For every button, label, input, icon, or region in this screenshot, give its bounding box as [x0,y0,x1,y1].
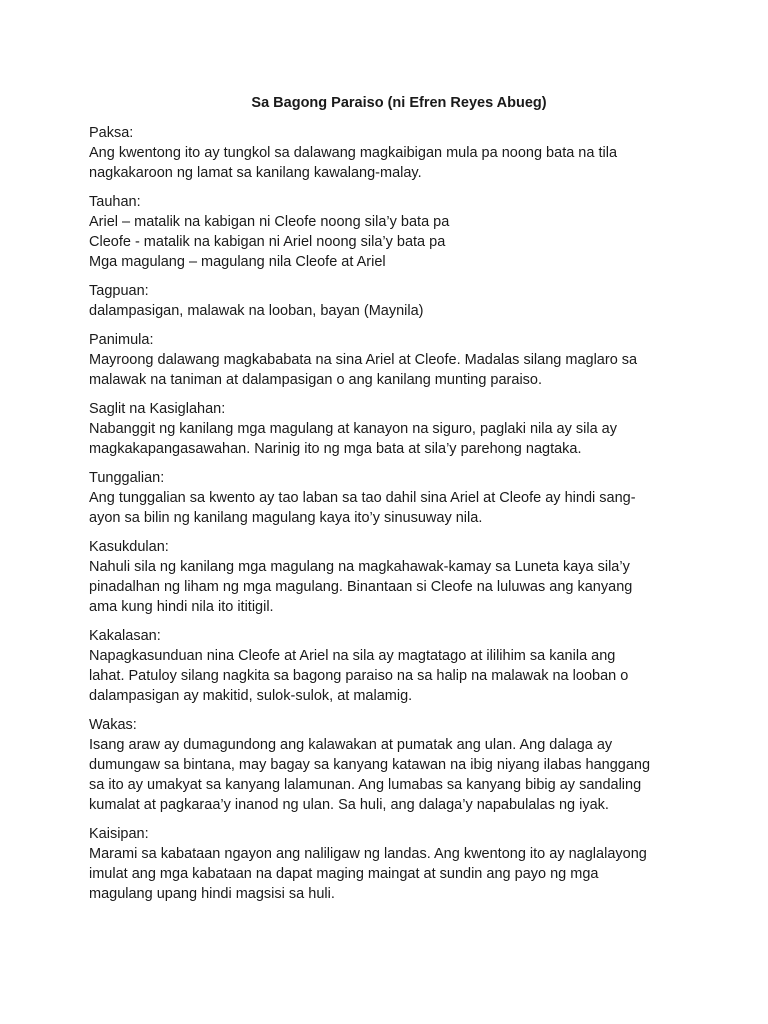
section-heading: Tunggalian: [89,470,165,486]
body-line: Mga magulang – magulang nila Cleofe at Ariel [89,254,386,270]
section-body [89,419,689,459]
section-heading: Wakas: [89,717,137,733]
section-body [89,557,689,617]
section-heading: Saglit na Kasiglahan: [89,401,226,417]
section-body [89,488,689,528]
body-line: Ang tunggalian sa kwento ay tao laban sa tao dahil sina Ariel at Cleofe ay hindi sang- [89,490,636,506]
body-line: sa ito ay umakyat sa kanyang lalamunan. Ang lumabas sa kanyang bibig ay sandaling [89,777,642,793]
section-body [89,143,689,183]
body-line: pinadalhan ng liham ng mga magulang. Binantaan si Cleofe na luluwas ang kanyang [89,579,633,595]
body-line: ayon sa bilin ng kanilang magulang kaya ito’y sinusuway nila. [89,510,483,526]
section-heading: Panimula: [89,332,154,348]
section-kasukdulan [89,537,689,617]
body-line: dalampasigan, malawak na looban, bayan (Maynila) [89,303,424,319]
document-sections [89,123,689,904]
body-line: Nabanggit ng kanilang mga magulang at kanayon na siguro, paglaki nila ay sila ay [89,421,617,437]
section-body [89,301,689,321]
section-tauhan [89,192,689,272]
section-saglit-na-kasiglahan [89,399,689,459]
section-paksa [89,123,689,183]
section-heading: Kakalasan: [89,628,161,644]
body-line: dalampasigan ay makitid, sulok-sulok, at malamig. [89,688,413,704]
section-kaisipan [89,824,689,904]
section-panimula [89,330,689,390]
section-body [89,646,689,706]
section-heading: Tauhan: [89,194,141,210]
section-tunggalian [89,468,689,528]
body-line: Cleofe - matalik na kabigan ni Ariel noong sila’y bata pa [89,234,446,250]
section-kakalasan [89,626,689,706]
section-body [89,844,689,904]
body-line: nagkakaroon ng lamat sa kanilang kawalang-malay. [89,165,422,181]
body-line: kumalat at pagkaraa’y inanod ng ulan. Sa huli, ang dalaga’y napabulalas ng iyak. [89,797,609,813]
body-line: ama kung hindi nila ito ititigil. [89,599,274,615]
body-line: Mayroong dalawang magkababata na sina Ariel at Cleofe. Madalas silang maglaro sa [89,352,638,368]
section-heading: Kasukdulan: [89,539,169,555]
body-line: Marami sa kabataan ngayon ang naliligaw ng landas. Ang kwentong ito ay naglalayong [89,846,647,862]
section-body [89,212,689,272]
body-line: magkakapangasawahan. Narinig ito ng mga bata at sila’y parehong nagtaka. [89,441,582,457]
section-heading: Tagpuan: [89,283,149,299]
body-line: lahat. Patuloy silang nagkita sa bagong paraiso na sa halip na malawak na looban o [89,668,629,684]
section-body [89,735,689,815]
body-line: dumungaw sa bintana, may bagay sa kanyang katawan na ibig niyang ilabas hanggang [89,757,651,773]
body-line: malawak na taniman at dalampasigan o ang kanilang munting paraiso. [89,372,543,388]
section-wakas [89,715,689,815]
section-heading: Kaisipan: [89,826,149,842]
body-line: Nahuli sila ng kanilang mga magulang na magkahawak-kamay sa Luneta kaya sila’y [89,559,630,575]
body-line: imulat ang mga kabataan na dapat maging maingat at sundin ang payo ng mga [89,866,599,882]
document-page [89,93,689,913]
body-line: magulang upang hindi magsisi sa huli. [89,886,335,902]
section-tagpuan [89,281,689,321]
body-line: Napagkasunduan nina Cleofe at Ariel na sila ay magtatago at ililihim sa kanila ang [89,648,616,664]
body-line: Isang araw ay dumagundong ang kalawakan at pumatak ang ulan. Ang dalaga ay [89,737,613,753]
body-line: Ang kwentong ito ay tungkol sa dalawang magkaibigan mula pa noong bata na tila [89,145,618,161]
section-heading: Paksa: [89,125,134,141]
body-line: Ariel – matalik na kabigan ni Cleofe noong sila’y bata pa [89,214,450,230]
section-body [89,350,689,390]
document-title: Sa Bagong Paraiso (ni Efren Reyes Abueg) [251,95,547,111]
